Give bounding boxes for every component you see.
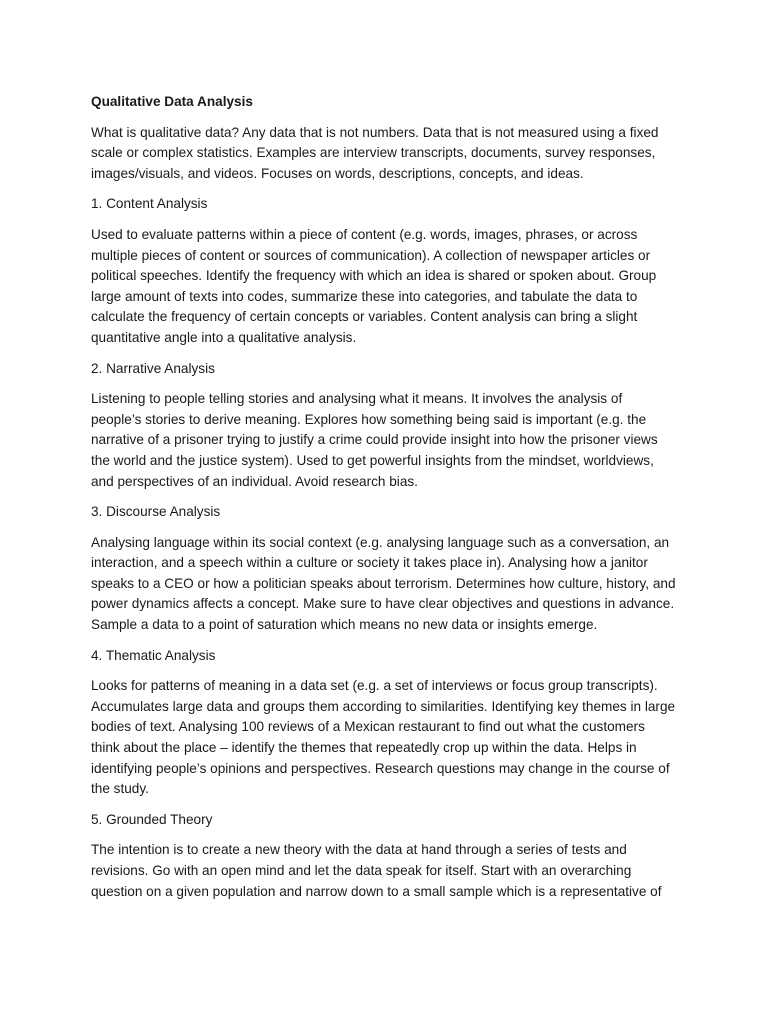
section-content-analysis: [91, 194, 676, 348]
section-narrative-analysis: [91, 359, 676, 493]
document-title: Qualitative Data Analysis: [91, 94, 253, 109]
section-grounded-theory: [91, 810, 676, 902]
section-heading: 2. Narrative Analysis: [91, 360, 215, 376]
section-heading: 5. Grounded Theory: [91, 811, 213, 827]
section-body: Analysing language within its social context (e.g. analysing language such as a conversation, an interaction, and a speech within a culture or society it takes place in). Analysing how a janitor speaks to a CEO or how a politician speaks about terrorism. Determines how culture, history, and power dynamics affects a concept. Make sure to have clear objectives and questions in advance. Sample a data to a point of saturation which means no new data or insights emerge.: [91, 534, 676, 633]
section-body: Used to evaluate patterns within a piece of content (e.g. words, images, phrases, or across multiple pieces of content or sources of communication). A collection of newspaper articles or political speeches. Identify the frequency with which an idea is shared or spoken about. Group large amount of texts into codes, summarize these into categories, and tabulate the data to calculate the frequency of certain concepts or variables. Content analysis can bring a slight quantitative angle into a qualitative analysis.: [91, 226, 657, 345]
section-body: Looks for patterns of meaning in a data set (e.g. a set of interviews or focus group transcripts). Accumulates large data and groups them according to similarities. Identifying key themes in large bodies of text. Analysing 100 reviews of a Mexican restaurant to find out what the customers think about the place – identify the themes that repeatedly crop up within the data. Helps in identifying people’s opinions and perspectives. Research questions may change in the course of the study.: [91, 678, 676, 797]
intro-paragraph: What is qualitative data? Any data that is not numbers. Data that is not measured using a fixed scale or complex statistics. Examples are interview transcripts, documents, survey responses, images/visuals, and videos. Focuses on words, descriptions, concepts, and ideas.: [91, 124, 659, 181]
section-body: Listening to people telling stories and analysing what it means. It involves the analysis of people’s stories to derive meaning. Explores how something being said is important (e.g. the narrative of a prisoner trying to justify a crime could provide insight into how the prisoner views the world and the justice system). Used to get powerful insights from the mindset, worldviews, and perspectives of an individual. Avoid research bias.: [91, 391, 658, 489]
section-thematic-analysis: [91, 646, 676, 800]
section-discourse-analysis: [91, 502, 676, 636]
section-body: The intention is to create a new theory with the data at hand through a series of tests and revisions. Go with an open mind and let the data speak for itself. Start with an overarching question on a given population and narrow down to a small sample which is a representative of: [91, 842, 662, 899]
section-heading: 1. Content Analysis: [91, 196, 208, 212]
section-heading: 4. Thematic Analysis: [91, 647, 216, 663]
section-heading: 3. Discourse Analysis: [91, 504, 221, 520]
